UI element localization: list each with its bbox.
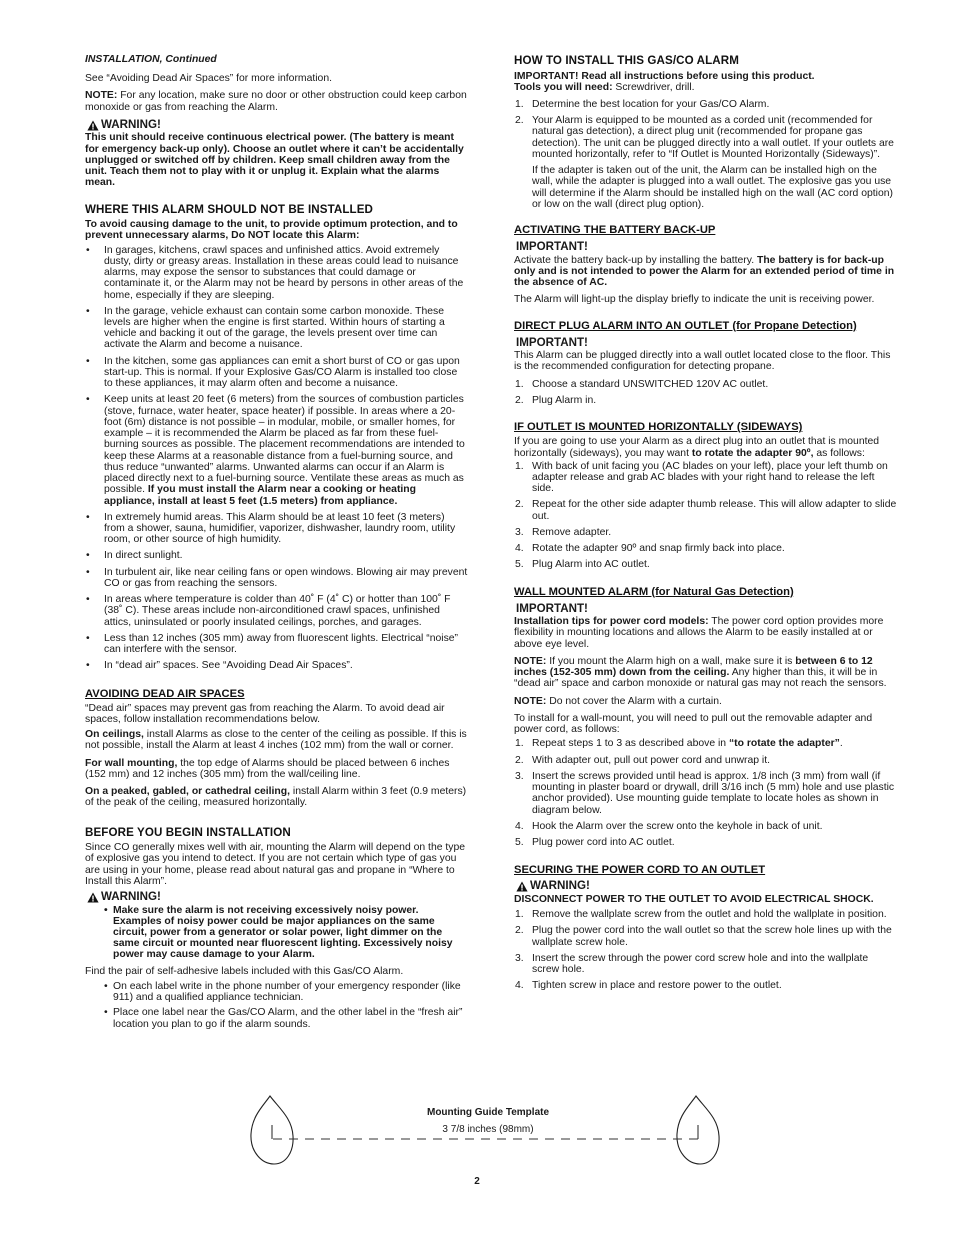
list-item-text: Remove the wallplate screw from the outlet and hold the wallplate in position. — [532, 909, 887, 921]
sideways-steps — [514, 461, 898, 571]
list-item-text: Remove adapter. — [532, 526, 612, 538]
wall-mount-heading: WALL MOUNTED ALARM (for Natural Gas Detection) — [514, 585, 794, 598]
list-item: 1. Remove the wallplate screw from the outlet and hold the wallplate in position. — [515, 909, 887, 921]
list-item: 2. Plug the power cord into the wall outlet so that the screw hole lines up with the wallplate screw hole. — [515, 925, 892, 948]
warning-triangle-icon — [87, 120, 99, 131]
peaked-ceiling-label: On a peaked, gabled, or cathedral ceiling, — [85, 786, 290, 798]
list-item: • In “dead air” spaces. See “Avoiding Dead Air Spaces”. — [85, 660, 468, 671]
warning-label: WARNING! — [101, 890, 161, 903]
wall-note2-paragraph — [514, 696, 898, 707]
note-text: For any location, make sure no door or other obstruction could keep carbon monoxide or gas from reaching the Alarm. — [85, 90, 467, 113]
warning-text: DISCONNECT POWER TO THE OUTLET TO AVOID ELECTRICAL SHOCK. — [514, 893, 874, 905]
tools-text: Screwdriver, drill. — [612, 81, 695, 93]
list-item: 5. Plug Alarm into AC outlet. — [515, 559, 650, 571]
list-item-text: Insert the screw through the power cord screw hole and into the wallplate screw hole. — [532, 952, 869, 975]
direct-plug-heading: DIRECT PLUG ALARM INTO AN OUTLET (for Propane Detection) — [514, 319, 857, 332]
list-item: • In the garage, vehicle exhaust can contain some carbon monoxide. These levels are higher when the engine is first started. Within hours of starting a vehicle and backing it out of the garage, the levels present over time can activate the Alarm and become a nuisance. — [85, 306, 468, 351]
list-item: 2. Your Alarm is equipped to be mounted as a corded unit (recommended for natural gas detection), a direct plug unit (recommended for propane gas detection). The unit can be plugged directly into a wall outlet. If your outlets are mounted horizontally, refer to “If Outlet is Mounted Horizontally (Sideways)”. If the adapter is taken out of the unit, the Alarm can be installed high on the wall, while the adapter is plugged into a wall outlet. The explosive gas you use will determine if the Alarm should be installed high on the wall (AC cord option) or low on the wall (direct plug option). — [514, 115, 898, 210]
tools-label: Tools you will need: — [514, 81, 613, 93]
list-item: 3. Insert the screw through the power cord screw hole and into the wallplate screw hole. — [515, 952, 869, 975]
labels-list — [85, 981, 468, 1030]
list-item: • In direct sunlight. — [85, 550, 468, 561]
warning-heading — [87, 891, 468, 904]
list-item: • Place one label near the Gas/CO Alarm, and the other label in the “fresh air” location you plan to go if the alarm sounds. — [85, 1007, 468, 1029]
list-item-text: Plug Alarm into AC outlet. — [532, 559, 650, 571]
peaked-ceiling-text: install Alarm within 3 feet (0.9 meters) of the peak of the ceiling, measured horizontally. — [85, 786, 467, 809]
list-item-text: With back of unit facing you (AC blades on your left), place your left thumb on adapter release and grab AC blades with your right hand to release the left side. — [532, 460, 888, 495]
list-item-text: Determine the best location for your Gas/CO Alarm. — [532, 98, 770, 110]
where-not-intro: To avoid causing damage to the unit, to provide optimum protection, and to prevent unnecessary alarms, Do NOT locate this Alarm: — [85, 219, 458, 242]
sideways-bold: to rotate the adapter 90º, — [691, 447, 814, 459]
list-item: • In extremely humid areas. This Alarm should be at least 10 feet (3 meters) from a shower, sauna, humidifier, vaporizer, dishwasher, laundry room, utility room, or other source of high humidity. — [85, 512, 468, 546]
list-item-text: Plug the power cord into the wall outlet so that the screw hole lines up with the wallplate screw hole. — [532, 925, 892, 948]
mounting-guide-template — [248, 1094, 718, 1166]
list-item: • In garages, kitchens, crawl spaces and unfinished attics. Avoid extremely dusty, dirty or greasy areas. Installation in these areas could lead to nuisance alarms, may expose the sensor to substances that could damage or contaminate it, or the Alarm may not be heard by persons in other areas of the home, especially if they are sleeping. — [85, 245, 468, 301]
sideways-text: If you are going to use your Alarm as a direct plug into an outlet that is mounted horizontally (sideways), you may want — [514, 436, 880, 459]
see-dead-air-text: See “Avoiding Dead Air Spaces” for more information. — [85, 73, 332, 85]
right-column — [514, 54, 898, 996]
ceiling-text: install Alarms as close to the center of the ceiling as possible. If this is not possible, install the Alarm at least 4 inches (102 mm) from the wall or corner. — [85, 729, 467, 752]
list-item-bold: “to rotate the adapter” — [728, 738, 840, 750]
list-item: 4. Tighten screw in place and restore power to the outlet. — [515, 980, 782, 992]
note-text: If you mount the Alarm high on a wall, make sure it is — [546, 655, 796, 667]
sideways-heading: IF OUTLET IS MOUNTED HORIZONTALLY (SIDEWAYS) — [514, 421, 803, 434]
continued-label: INSTALLATION, Continued — [85, 54, 217, 65]
battery-paragraph — [514, 255, 898, 289]
list-item: 1. Repeat steps 1 to 3 as described above in “to rotate the adapter”. — [515, 738, 843, 750]
note-bold: between 6 to 12 inches (152-305 mm) down from the ceiling. — [514, 655, 873, 679]
cord-steps — [514, 909, 898, 991]
tips-label: Installation tips for power cord models: — [514, 616, 709, 628]
before-heading: BEFORE YOU BEGIN INSTALLATION — [85, 825, 291, 839]
direct-plug-text: This Alarm can be plugged directly into a wall outlet located close to the floor. This is the recommended configuration for detecting propane. — [514, 350, 891, 373]
before-text: Since CO generally mixes well with air, mounting the Alarm will depend on the type of explosive gas you intend to detect. If you are not certain which type of gas you are using in your home, please read about natural gas and propane in “Where to Install this Alarm”. — [85, 842, 466, 887]
list-item-text: Hook the Alarm over the screw onto the keyhole in back of unit. — [532, 820, 823, 832]
power-cord-heading: SECURING THE POWER CORD TO AN OUTLET — [514, 864, 766, 877]
wall-mount-label: For wall mounting, — [85, 757, 178, 769]
ceiling-paragraph — [85, 729, 468, 751]
list-item: • In turbulent air, like near ceiling fans or open windows. Blowing air may prevent CO or gas from reaching the sensors. — [85, 567, 468, 589]
page-number: 2 — [474, 1176, 480, 1187]
wall-mount-text: the top edge of Alarms should be placed between 6 inches (152 mm) and 12 inches (305 mm) from the wall/ceiling line. — [85, 757, 450, 780]
list-item: 5. Plug power cord into AC outlet. — [515, 836, 675, 848]
warning-heading — [516, 880, 898, 893]
list-item-text: Repeat for the other side adapter thumb release. This will allow adapter to slide out. — [532, 499, 897, 522]
ceiling-label: On ceilings, — [85, 729, 144, 741]
note-text: Do not cover the Alarm with a curtain. — [546, 695, 722, 707]
list-item: 2. Repeat for the other side adapter thumb release. This will allow adapter to slide out. — [515, 499, 897, 522]
step-sub-text: If the adapter is taken out of the unit, the Alarm can be installed high on the wall, while the adapter is plugged into a wall outlet. The explosive gas you use will determine if the Alarm should be installed high on the wall (AC cord option) or low on the wall (direct plug option). — [532, 165, 893, 210]
list-item-text: Rotate the adapter 90º and snap firmly back into place. — [532, 543, 785, 555]
battery-bold: The battery is for back-up only and is not intended to power the Alarm for an extended period of time in the absence of AC. — [514, 254, 895, 289]
list-item-text: Your Alarm is equipped to be mounted as a corded unit (recommended for natural gas detection), a direct plug unit (recommended for propane gas detection). The unit can be plugged directly into a wall outlet. If your outlets are mounted horizontally, refer to “If Outlet is Mounted Horizontally (Sideways)”. — [532, 115, 894, 160]
warning-list — [85, 905, 468, 961]
peaked-ceiling-paragraph — [85, 786, 468, 808]
how-steps — [514, 99, 898, 210]
template-measurement: 3 7/8 inches (98mm) — [442, 1124, 534, 1135]
important-label: IMPORTANT! — [516, 601, 588, 615]
tips-paragraph — [514, 616, 898, 650]
list-item: 3. Remove adapter. — [515, 526, 612, 538]
list-item: 1. Determine the best location for your Gas/CO Alarm. — [515, 98, 770, 110]
list-item: • Make sure the alarm is not receiving excessively noisy power. Examples of noisy power could be major appliances on the same circuit, power from a generator or solar power, light dimmer on the same circuit or mounted near fluorescent lighting. Excessively noisy power may cause damage to your Alarm. — [85, 905, 468, 961]
list-item: 2. With adapter out, pull out power cord and unwrap it. — [515, 754, 770, 766]
warning-text: This unit should receive continuous electrical power. (The battery is meant for emergency back-up only). Choose an outlet where it can’t be accidentally unplugged or switched off by children. Keep small children away from the unit. Teach them not to play with it or unplug it. Explain what the alarms mean. — [85, 132, 464, 189]
list-item: 3. Insert the screws provided until head is approx. 1/8 inch (3 mm) from wall (if mounting in plaster board or drywall, drill 3/16 inch (5 mm) hole and use plastic anchor provided). Use mounting guide template to locate holes as shown in diagram below. — [515, 770, 895, 816]
left-column — [85, 54, 468, 1035]
list-item: 4. Hook the Alarm over the screw onto the keyhole in back of unit. — [515, 820, 823, 832]
list-item-bold: If you must install the Alarm near a cooking or heating appliance, install at least 5 feet (1.5 meters) from appliance. — [104, 484, 416, 507]
note-after: Any higher than this, it will be in “dead air” space and carbon monoxide or natural gas may not reach the sensors. — [514, 667, 887, 690]
tools-paragraph — [514, 82, 898, 93]
note-label: NOTE: — [514, 655, 547, 667]
list-item — [85, 394, 468, 506]
wall-note-paragraph — [514, 656, 898, 690]
list-item-text: Plug Alarm in. — [532, 394, 597, 406]
warning-label: WARNING! — [101, 117, 161, 131]
note-label: NOTE: — [514, 695, 547, 707]
list-item-text: Keep units at least 20 feet (6 meters) from the sources of combustion particles (stove, furnace, water heater, space heater) if possible. In areas where a 20-foot (6m) distance is not possible – in modular, mobile, or smaller homes, for example – it is recommended the Alarm be placed as far from these fuel-burning sources as possible. The placement recommendations are intended to keep these Alarms at a reasonable distance from a fuel-burning source, and thus reduce “unwanted” alarms. Unwanted alarms can occur if an Alarm is placed directly next to a fuel-burning source. Ventilate these areas as much as possible. — [104, 394, 465, 496]
list-item: • In areas where temperature is colder than 40˚ F (4˚ C) or hotter than 100˚ F (38˚ C). These areas include non-airconditioned crawl spaces, unfinished attics, uninsulated or poorly insulated ceilings, porches, and garages. — [85, 594, 468, 628]
where-not-list — [85, 245, 468, 672]
list-item-text: Insert the screws provided until head is approx. 1/8 inch (3 mm) from wall (if mounting in plaster board or drywall, drill 3/16 inch (5 mm) hole and use plastic anchor provided). Use mounting guide template to locate holes as shown in diagram below. — [532, 770, 895, 816]
dead-air-heading: AVOIDING DEAD AIR SPACES — [85, 687, 245, 700]
list-item: 4. Rotate the adapter 90º and snap firmly back into place. — [515, 543, 785, 555]
warning-label: WARNING! — [530, 879, 590, 893]
list-item: 1. Choose a standard UNSWITCHED 120V AC outlet. — [515, 378, 769, 390]
wall-steps — [514, 738, 898, 848]
battery-text: Activate the battery back-up by installing the battery. — [514, 254, 757, 266]
important-label: IMPORTANT! — [516, 335, 588, 349]
list-item: • Less than 12 inches (305 mm) away from fluorescent lights. Electrical “noise” can interfere with the sensor. — [85, 633, 468, 655]
how-important: IMPORTANT! Read all instructions before using this product. — [514, 70, 815, 82]
wall-install-text: To install for a wall-mount, you will need to pull out the removable adapter and power cord, as follows: — [514, 712, 873, 736]
sideways-paragraph — [514, 436, 898, 458]
sideways-after: as follows: — [813, 447, 865, 459]
list-item-after: . — [839, 738, 843, 750]
warning-triangle-icon — [87, 892, 99, 903]
tips-text: The power cord option provides more flexibility in mounting locations and allows the Alarm to be easily installed at or above eye level. — [514, 616, 884, 650]
note-paragraph — [85, 90, 468, 112]
how-to-heading: HOW TO INSTALL THIS GAS/CO ALARM — [514, 54, 739, 67]
warning-heading — [87, 119, 468, 132]
warning-triangle-icon — [516, 881, 528, 892]
list-item-text: With adapter out, pull out power cord and unwrap it. — [532, 754, 770, 766]
battery-heading: ACTIVATING THE BATTERY BACK-UP — [514, 224, 716, 237]
labels-text: Find the pair of self-adhesive labels included with this Gas/CO Alarm. — [85, 965, 404, 977]
dead-air-intro: “Dead air” spaces may prevent gas from reaching the Alarm. To avoid dead air spaces, follow installation recommendations below. — [85, 702, 445, 725]
important-label: IMPORTANT! — [516, 240, 588, 254]
list-item-text: Repeat steps 1 to 3 as described above in — [532, 738, 729, 750]
list-item: • In the kitchen, some gas appliances can emit a short burst of CO or gas upon start-up. This is normal. If your Explosive Gas/CO Alarm is installed too close to these appliances, it may alarm often and become a nuisance. — [85, 356, 468, 390]
list-item-text: Tighten screw in place and restore power to the outlet. — [532, 980, 782, 992]
note-label: NOTE: — [85, 90, 118, 102]
wall-mount-paragraph — [85, 758, 468, 780]
list-item-text: Choose a standard UNSWITCHED 120V AC outlet. — [532, 378, 769, 390]
where-not-heading: WHERE THIS ALARM SHOULD NOT BE INSTALLED — [85, 202, 374, 216]
battery-light-text: The Alarm will light-up the display briefly to indicate the unit is receiving power. — [514, 294, 875, 306]
list-item-text: Plug power cord into AC outlet. — [532, 836, 675, 848]
list-item: 2. Plug Alarm in. — [515, 394, 597, 406]
direct-plug-steps — [514, 379, 898, 406]
list-item: 1. With back of unit facing you (AC blades on your left), place your left thumb on adapter release and grab AC blades with your right hand to release the left side. — [515, 460, 888, 495]
template-title: Mounting Guide Template — [426, 1107, 550, 1118]
list-item: • On each label write in the phone number of your emergency responder (like 911) and a qualified appliance technician. — [85, 981, 468, 1003]
